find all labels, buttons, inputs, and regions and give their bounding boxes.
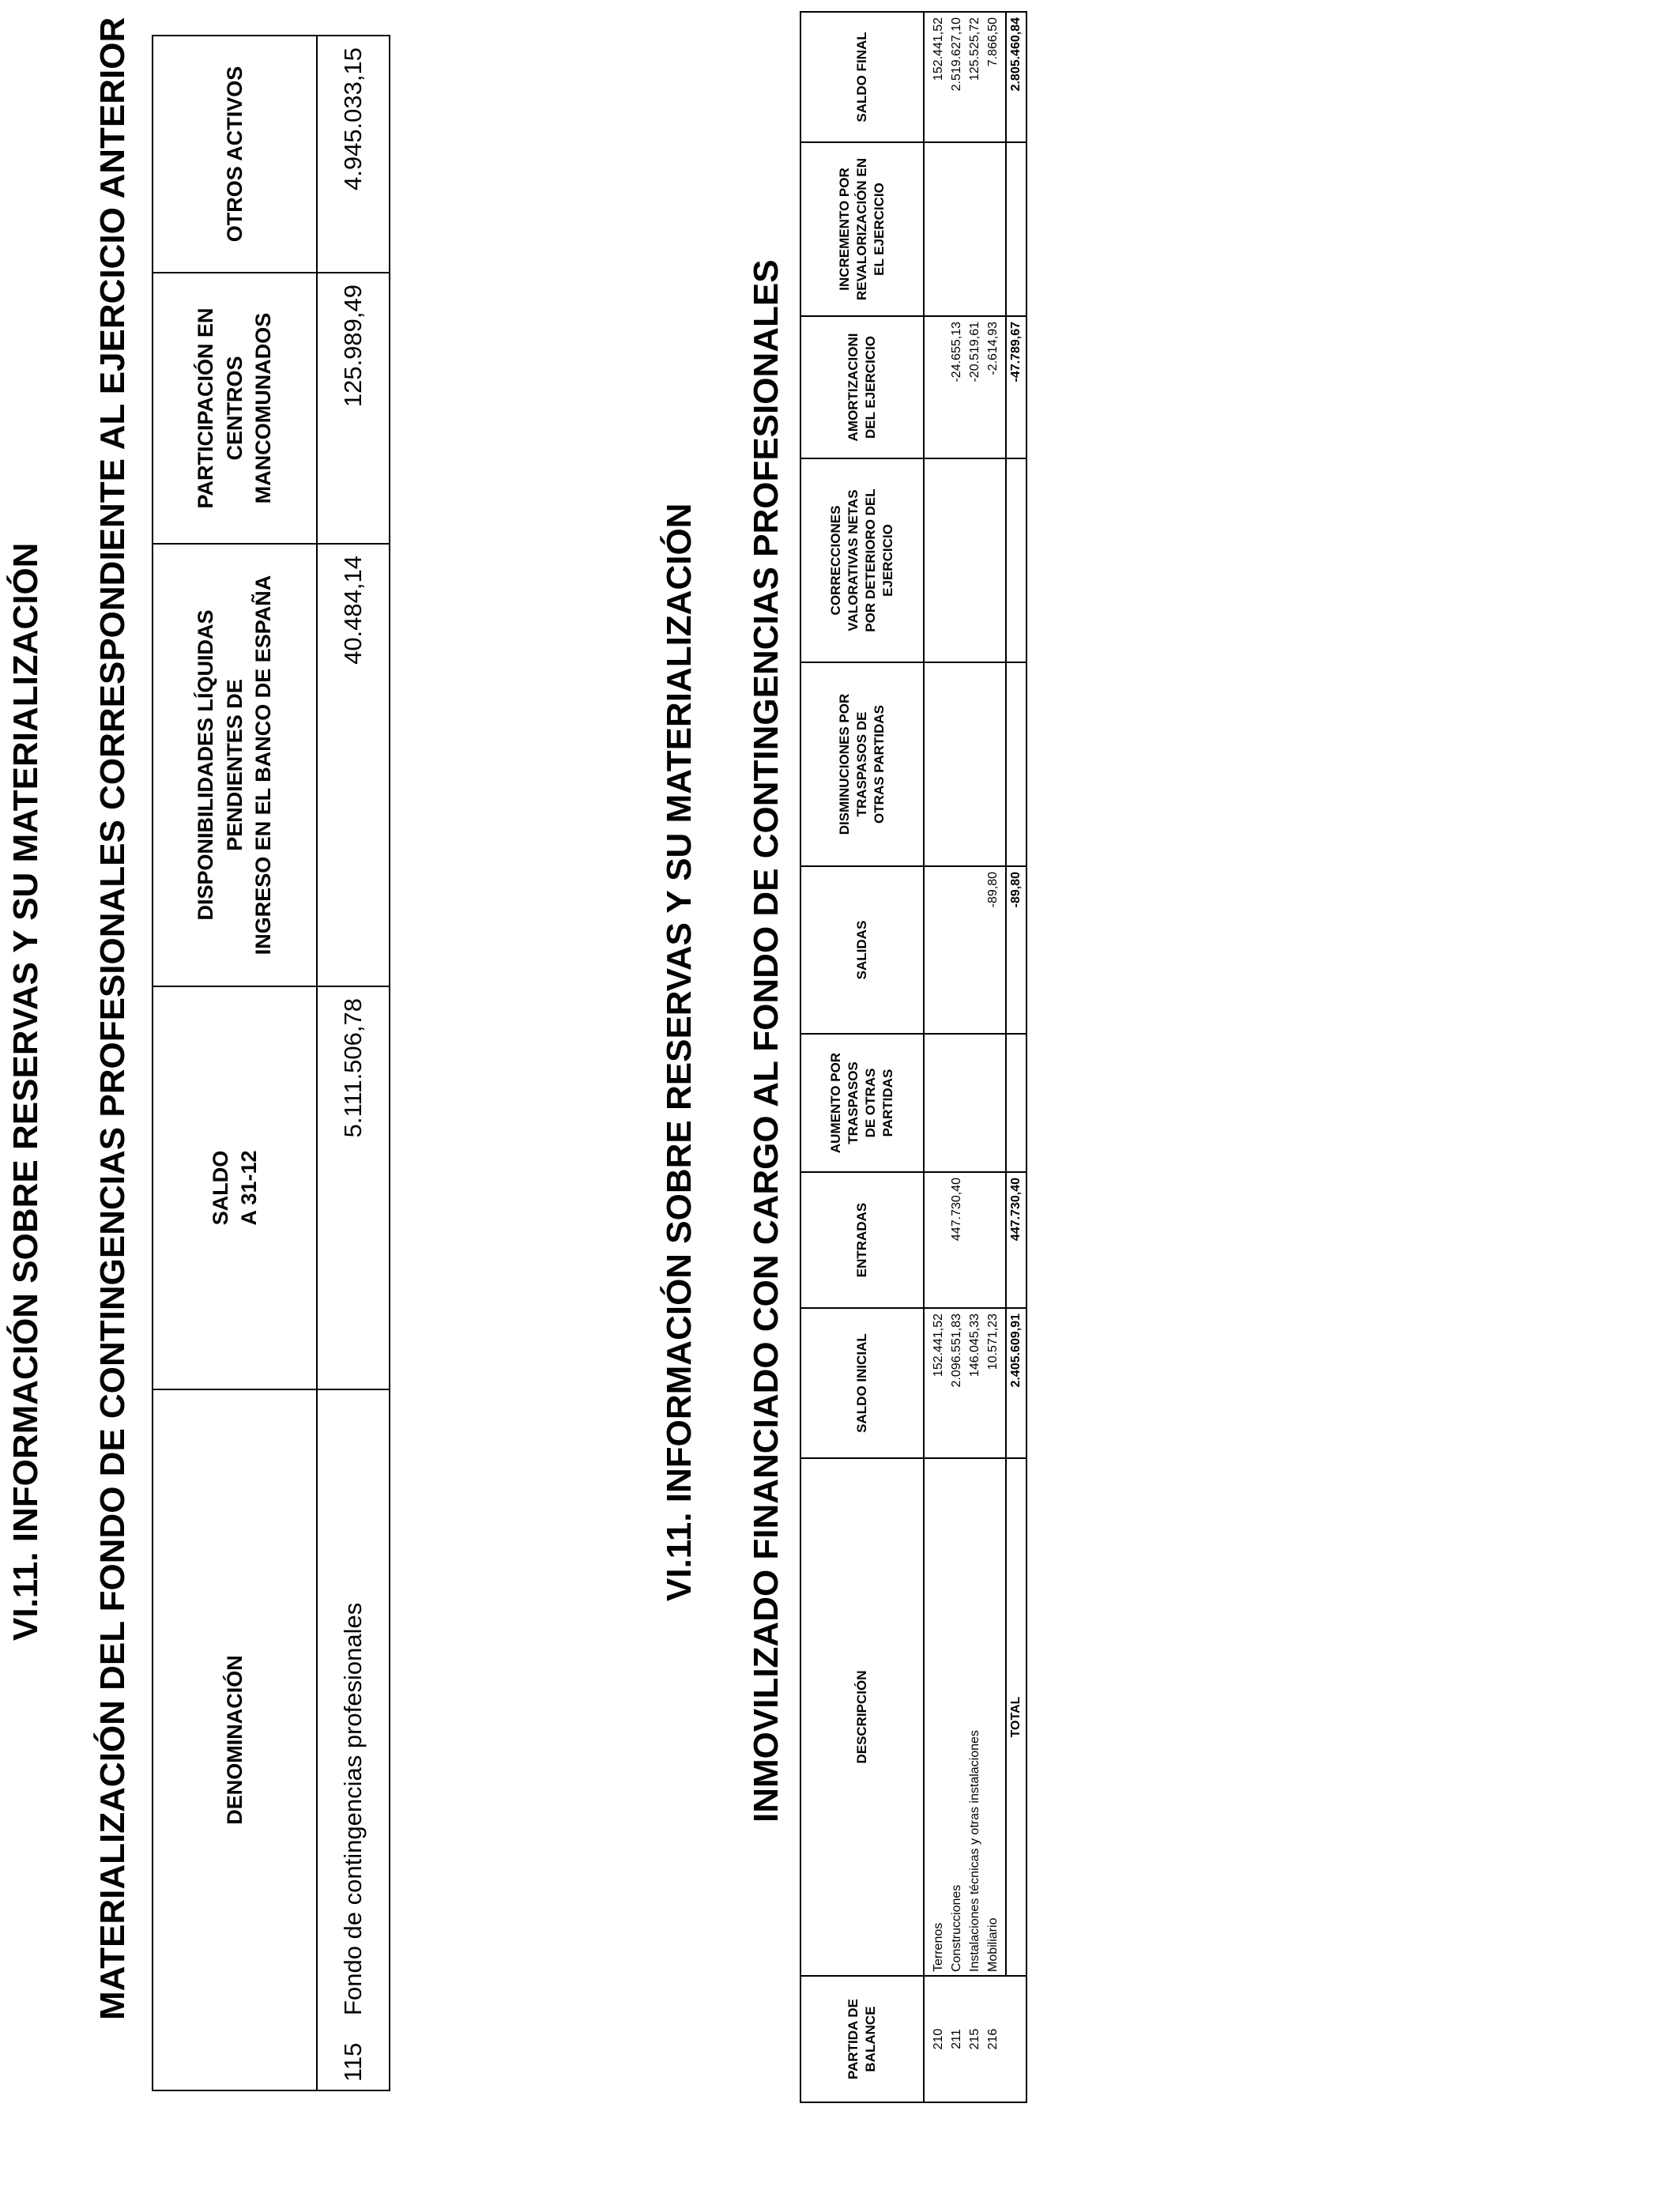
subtitle-materializacion: MATERIALIZACIÓN DEL FONDO DE CONTINGENCIAS PROFESIONALES CORRESPONDIENTE AL EJERCICIO ANTERIOR: [93, 17, 132, 2020]
partida-cell: 210: [924, 1976, 947, 2102]
total-entradas: 447.730,40: [1006, 1172, 1026, 1308]
table-row: [984, 12, 1006, 2102]
aumento-cell: [947, 1034, 966, 1172]
header-disminuciones-line2: TRASPASOS DE: [853, 711, 869, 817]
header-aumento-line4: PARTIDAS: [880, 1069, 896, 1137]
header-correcciones-line3: POR DETERIORO DEL: [863, 488, 878, 632]
header-correcciones-line1: CORRECCIONES: [827, 505, 843, 616]
row-name: Fondo de contingencias profesionales: [339, 1602, 367, 2015]
disminuciones-cell: [984, 662, 1006, 866]
correcciones-cell: [984, 458, 1006, 662]
total-label: TOTAL: [1006, 1458, 1026, 1976]
header-saldo-line2: A 31-12: [237, 1150, 261, 1226]
header-disminuciones-line1: DISMINUCIONES POR: [836, 693, 852, 835]
header-salidas: SALIDAS: [800, 866, 924, 1034]
amortizacion-cell: [924, 316, 947, 458]
denominacion-cell: [317, 1389, 390, 2090]
otros-activos-cell: 4.945.033,15: [317, 36, 390, 273]
header-correcciones-line2: VALORATIVAS NETAS: [845, 489, 861, 631]
entradas-cell: 447.730,40: [947, 1172, 966, 1308]
salidas-cell: [966, 866, 984, 1034]
saldo-final-cell: 7.866,50: [984, 12, 1006, 142]
header-partida-line1: PARTIDA DE: [845, 1999, 861, 2079]
incremento-cell: [984, 142, 1006, 316]
header-incremento-line3: EL EJERCICIO: [872, 183, 887, 276]
header-correcciones: [800, 458, 924, 662]
header-aumento: [800, 1034, 924, 1172]
table-row: [924, 12, 947, 2102]
header-partida: [800, 1976, 924, 2102]
partida-cell: 211: [947, 1976, 966, 2102]
table-row: [966, 12, 984, 2102]
incremento-cell: [966, 142, 984, 316]
saldo-inicial-cell: 2.096.551,83: [947, 1308, 966, 1458]
disminuciones-cell: [966, 662, 984, 866]
correcciones-cell: [947, 458, 966, 662]
table-row: [317, 36, 390, 2090]
total-empty-cell: [1006, 1976, 1026, 2102]
total-correcciones: [1006, 458, 1026, 662]
header-denominacion: DENOMINACIÓN: [153, 1389, 317, 2090]
saldo-inicial-cell: 146.045,33: [966, 1308, 984, 1458]
inmovilizado-table: [800, 11, 1027, 2103]
header-aumento-line2: TRASPASOS: [845, 1061, 861, 1144]
saldo-final-cell: 2.519.627,10: [947, 12, 966, 142]
total-row: [1006, 12, 1026, 2102]
descripcion-cell: Mobiliario: [984, 1458, 1006, 1976]
header-disminuciones-line3: OTRAS PARTIDAS: [872, 705, 887, 824]
header-aumento-line1: AUMENTO POR: [827, 1052, 843, 1154]
header-incremento: [800, 142, 924, 316]
incremento-cell: [924, 142, 947, 316]
entradas-cell: [984, 1172, 1006, 1308]
aumento-cell: [966, 1034, 984, 1172]
header-saldo-line1: SALDO: [208, 1150, 232, 1226]
descripcion-cell: Terrenos: [924, 1458, 947, 1976]
total-disminuciones: [1006, 662, 1026, 866]
partida-cell: 215: [966, 1976, 984, 2102]
total-saldo-inicial: 2.405.609,91: [1006, 1308, 1026, 1458]
header-disponibilidades-line1: DISPONIBILIDADES LÍQUIDAS PENDIENTES DE: [194, 609, 247, 921]
salidas-cell: -89,80: [984, 866, 1006, 1034]
total-aumento: [1006, 1034, 1026, 1172]
saldo-final-cell: 152.441,52: [924, 12, 947, 142]
partida-cell: 216: [984, 1976, 1006, 2102]
salidas-cell: [924, 866, 947, 1034]
header-amortizacion-line1: AMORTIZACIONI: [845, 333, 861, 442]
incremento-cell: [947, 142, 966, 316]
header-disponibilidades: [153, 544, 317, 986]
entradas-cell: [966, 1172, 984, 1308]
table-row: [947, 12, 966, 2102]
header-incremento-line2: REVALORIZACIÓN EN: [853, 157, 869, 301]
header-correcciones-line4: EJERCICIO: [880, 524, 896, 597]
saldo-final-cell: 125.525,72: [966, 12, 984, 142]
total-incremento: [1006, 142, 1026, 316]
total-salidas: -89,80: [1006, 866, 1026, 1034]
correcciones-cell: [966, 458, 984, 662]
header-incremento-line1: INCREMENTO POR: [836, 168, 852, 291]
header-amortizacion: [800, 316, 924, 458]
salidas-cell: [947, 866, 966, 1034]
disminuciones-cell: [924, 662, 947, 866]
header-partida-line2: BALANCE: [863, 2006, 878, 2072]
section-title-1: VI.11. INFORMACIÓN SOBRE RESERVAS Y SU MATERIALIZACIÓN: [6, 542, 45, 1641]
disminuciones-cell: [947, 662, 966, 866]
disponibilidades-cell: 40.484,14: [317, 544, 390, 986]
header-participacion-line2: MANCOMUNADOS: [251, 312, 276, 504]
header-saldo-inicial: SALDO INICIAL: [800, 1308, 924, 1458]
header-saldo-final: SALDO FINAL: [800, 12, 924, 142]
correcciones-cell: [924, 458, 947, 662]
aumento-cell: [924, 1034, 947, 1172]
saldo-inicial-cell: 10.571,23: [984, 1308, 1006, 1458]
header-participacion: [153, 273, 317, 544]
amortizacion-cell: -24.655,13: [947, 316, 966, 458]
subtitle-inmovilizado: INMOVILIZADO FINANCIADO CON CARGO AL FONDO DE CONTINGENCIAS PROFESIONALES: [747, 259, 785, 1823]
saldo-cell: 5.111.506,78: [317, 986, 390, 1389]
header-entradas: ENTRADAS: [800, 1172, 924, 1308]
saldo-inicial-cell: 152.441,52: [924, 1308, 947, 1458]
amortizacion-cell: -20.519,61: [966, 316, 984, 458]
header-otros-activos: OTROS ACTIVOS: [153, 36, 317, 273]
total-amortizacion: -47.789,67: [1006, 316, 1026, 458]
header-amortizacion-line2: DEL EJERCICIO: [863, 335, 878, 439]
header-saldo: [153, 986, 317, 1389]
aumento-cell: [984, 1034, 1006, 1172]
header-participacion-line1: PARTICIPACIÓN EN CENTROS: [194, 307, 247, 509]
descripcion-cell: Instalaciones técnicas y otras instalaciones: [966, 1458, 984, 1976]
header-disponibilidades-line2: INGRESO EN EL BANCO DE ESPAÑA: [251, 575, 276, 956]
header-aumento-line3: DE OTRAS: [863, 1068, 878, 1138]
materializacion-table: [152, 35, 390, 2091]
section-title-2: VI.11. INFORMACIÓN SOBRE RESERVAS Y SU MATERIALIZACIÓN: [660, 503, 699, 1601]
entradas-cell: [924, 1172, 947, 1308]
header-descripcion: DESCRIPCIÓN: [800, 1458, 924, 1976]
header-disminuciones: [800, 662, 924, 866]
descripcion-cell: Construcciones: [947, 1458, 966, 1976]
row-code: 115: [339, 2042, 367, 2082]
total-saldo-final: 2.805.460,84: [1006, 12, 1026, 142]
amortizacion-cell: -2.614,93: [984, 316, 1006, 458]
participacion-cell: 125.989,49: [317, 273, 390, 544]
